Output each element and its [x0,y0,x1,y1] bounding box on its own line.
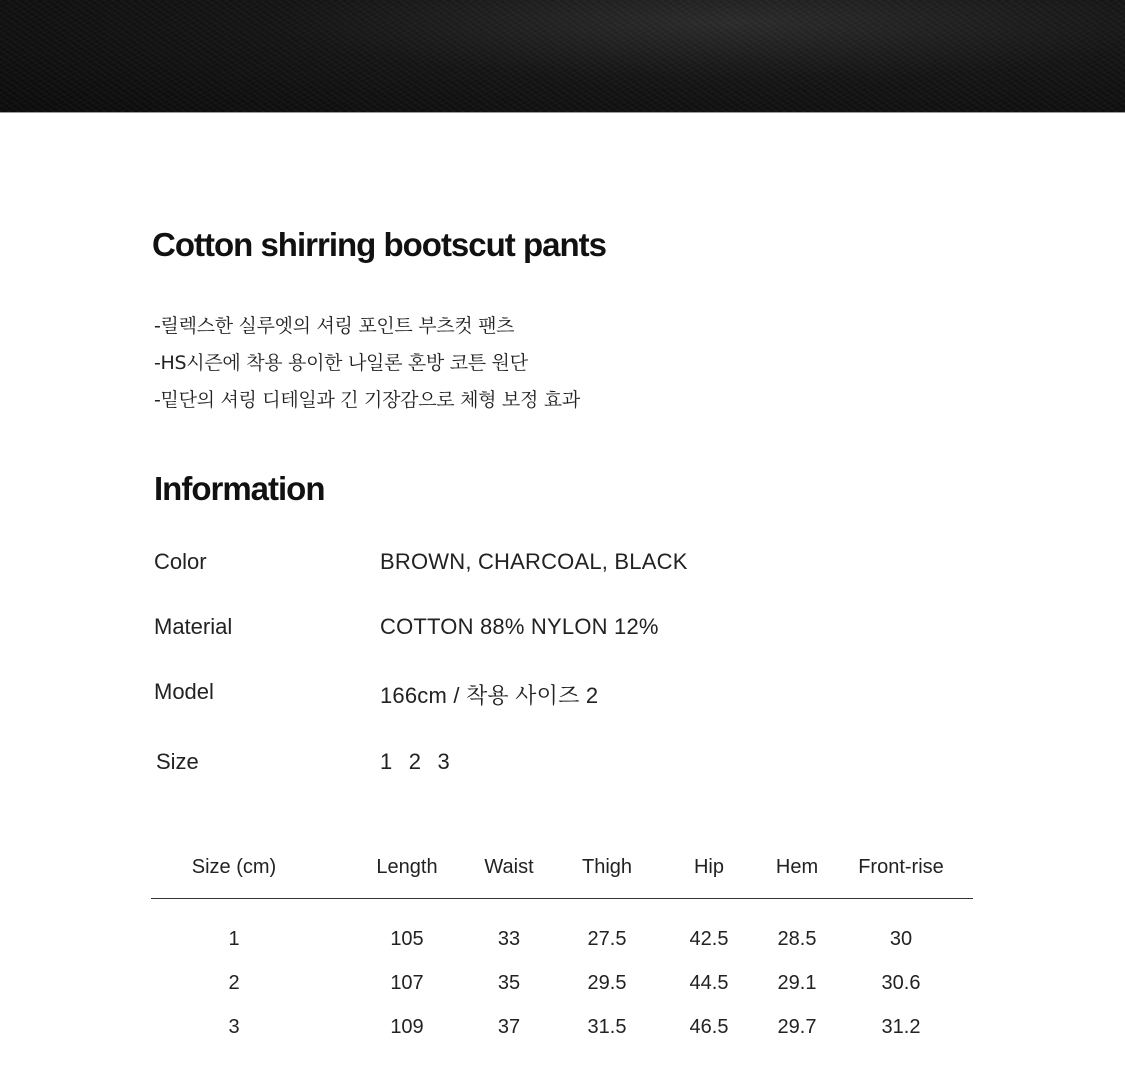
table-cell: 29.5 [587,972,627,994]
table-cell: 33 [497,928,521,950]
table-cell: 3 [228,1016,240,1038]
table-cell: 2 [228,972,240,994]
table-header-cell: Front-rise [858,856,944,878]
table-cell: 29.1 [777,972,817,994]
description-line: -릴렉스한 실루엣의 셔링 포인트 부츠컷 팬츠 [154,315,515,337]
table-header-cell: Length [376,856,438,878]
table-cell: 37 [497,1016,521,1038]
info-value-material: COTTON 88% NYLON 12% [380,614,659,639]
description-line: -밑단의 셔링 디테일과 긴 기장감으로 체형 보정 효과 [154,389,580,411]
table-header-cell: Hip [693,856,725,878]
table-cell: 28.5 [777,928,817,950]
info-row-color [154,549,854,579]
table-cell: 35 [497,972,521,994]
table-cell: 46.5 [689,1016,729,1038]
info-label-color: Color [154,549,207,574]
table-cell: 27.5 [587,928,627,950]
info-value-color: BROWN, CHARCOAL, BLACK [380,549,688,574]
info-label-model: Model [154,679,214,704]
table-cell: 30 [889,928,913,950]
table-cell: 31.2 [881,1016,921,1038]
table-header-cell: Hem [775,856,819,878]
info-row-model [154,679,854,709]
info-label-size: Size [156,749,199,774]
table-cell: 107 [390,972,424,994]
table-cell: 109 [390,1016,424,1038]
table-cell: 42.5 [689,928,729,950]
info-value-model: 166cm / 착용 사이즈 2 [380,683,599,708]
info-row-material [154,614,854,644]
table-header-cell: Size (cm) [191,856,277,878]
product-title: Cotton shirring bootscut pants [152,226,606,263]
table-cell: 1 [228,928,240,950]
information-heading: Information [154,470,325,507]
info-label-material: Material [154,614,233,639]
size-table [151,848,973,1058]
table-cell: 31.5 [587,1016,627,1038]
table-cell: 44.5 [689,972,729,994]
table-header-cell: Thigh [581,856,633,878]
info-value-size: 1 2 3 [380,749,450,774]
table-cell: 105 [390,928,424,950]
fabric-closeup-image [0,0,1125,113]
table-header-cell: Waist [484,856,534,878]
table-cell: 30.6 [881,972,921,994]
info-row-size [154,749,854,779]
description-line: -HS시즌에 착용 용이한 나일론 혼방 코튼 원단 [154,352,528,374]
product-description [154,308,580,419]
table-cell: 29.7 [777,1016,817,1038]
table-header-divider [151,898,973,899]
